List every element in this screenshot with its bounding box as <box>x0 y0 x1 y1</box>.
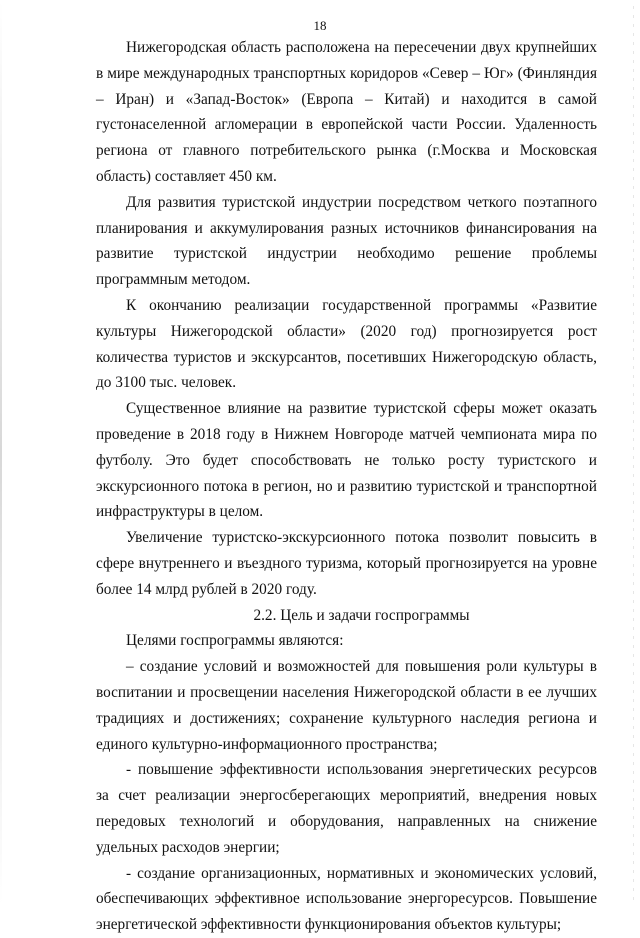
paragraph-tourism-growth: Увеличение туристско-экскурсионного потока позволит повысить в сфере внутреннего и въездного туризма, который прогнозируется на уровне более 14 млрд рублей в 2020 году. <box>96 529 597 598</box>
list-item-culture: – создание условий и возможностей для повышения роли культуры в воспитании и просвещении населения Нижегородской области в ее лучших традициях и достижениях; сохранение культурного наследия региона и единого культурно-информационного пространства; <box>96 658 597 753</box>
document-body <box>96 35 597 938</box>
scan-edge-left <box>0 0 2 905</box>
page-number: 18 <box>313 18 327 33</box>
paragraph-development: Для развития туристской индустрии посредством четкого поэтапного планирования и аккумулирования разных источников финансирования на развитие туристской индустрии необходимо решение проблемы программным методом. <box>96 193 597 289</box>
list-item-energy-efficiency: - повышение эффективности использования энергетических ресурсов за счет реализации энергосберегающих мероприятий, внедрения новых передовых технологий и оборудования, направленных на снижение удельных расходов энергии; <box>96 761 597 856</box>
list-item-conditions: - создание организационных, нормативных и экономических условий, обеспечивающих эффективное использование энергоресурсов. Повышение энергетической эффективности функционирования объектов культуры; <box>96 864 597 934</box>
paragraph-goals-intro: Целями госпрограммы являются: <box>126 632 344 650</box>
paragraph-world-cup: Существенное влияние на развитие туристской сферы может оказать проведение в 2018 году в Нижнем Новгороде матчей чемпионата мира по футболу. Это будет способствовать не только росту туристского и экскурсионного потока в регион, но и развитию туристской и транспортной инфраструктуры в целом. <box>96 400 597 521</box>
section-heading: 2.2. Цель и задачи госпрограммы <box>253 606 470 624</box>
scan-edge-right <box>633 0 634 905</box>
paragraph-forecast: К окончанию реализации государственной программы «Развитие культуры Нижегородской области» (2020 год) прогнозируется рост количества туристов и экскурсантов, посетивших Нижегородскую область, до 3100 тыс. человек. <box>96 296 597 392</box>
paragraph-location: Нижегородская область расположена на пересечении двух крупнейших в мире международных транспортных коридоров «Север – Юг» (Финляндия – Иран) и «Запад-Восток» (Европа – Китай) и находится в самой густонаселенной агломерации в европейской части России. Удаленность региона от главного потребительского рынка (г.Москва и Московская область) составляет 450 км. <box>96 39 597 185</box>
